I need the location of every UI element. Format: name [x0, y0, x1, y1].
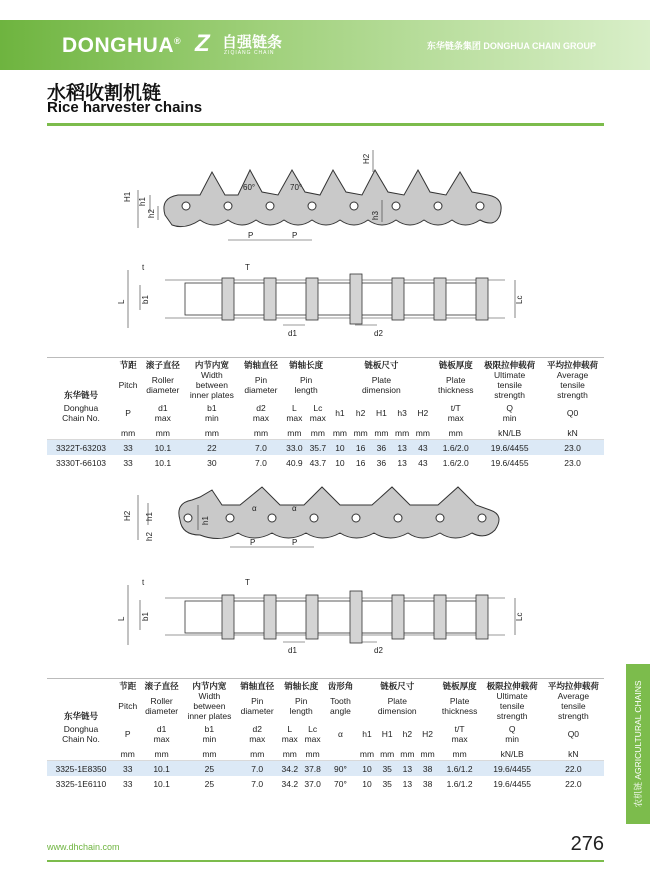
label2-alpha-1: α	[252, 504, 257, 513]
spec-table-1: 东华链号 节距 滚子直径 内节内宽 销轴直径 销轴长度 链板尺寸 链板厚度 极限拉伸载荷 平均拉伸载荷 Pitch Roller diameter Width between inner plates Pin diameter Pin length Plate dimension Plate thickness Ultimate tensile strength Average tensile strength Donghua Chain No. P d1 max b1 min d2 max L max Lc max h1 h2 H1 h3 H2 t/T max Q min Q0 mm mm mm mm mm mm mm mm mm mm mm mm kN/LB kN 3322T-63203 33 10.1 22 7.0 33.0 35.7 10 16 36 13 43 1.6/2.0 19.6/4455 23.0 3330T-66103 33 10.1 30 7.0 40.9 43.7 10 16 36 13 43 1.6/2.0 19.6/4455 23.0	[47, 360, 604, 470]
header-banner	[0, 20, 650, 70]
label2-H2: H2	[123, 510, 132, 521]
label2-h1b: h1	[201, 516, 210, 525]
label2-b1: b1	[141, 612, 150, 621]
table-row: 3330T-66103 33 10.1 30 7.0 40.9 43.7 10 16 36 13 43 1.6/2.0 19.6/4455 23.0	[55, 457, 581, 468]
label-L: L	[117, 299, 126, 304]
label-Lc: Lc	[515, 295, 524, 304]
footer-divider	[47, 860, 604, 862]
label2-L: L	[117, 616, 126, 621]
table-row: 3322T-63203 33 10.1 22 7.0 33.0 35.7 10 16 36 13 43 1.6/2.0 19.6/4455 23.0	[47, 440, 604, 456]
page-number: 276	[570, 833, 604, 855]
label-h2: h2	[147, 209, 156, 218]
label-H1: H1	[123, 191, 132, 202]
ziqiang-logo-mark: Z	[195, 30, 210, 57]
label2-Lc: Lc	[515, 612, 524, 621]
table-row: 3325-1E6110 33 10.1 25 7.0 34.2 37.0 70° 10 35 13 38 1.6/1.2 19.6/4455 22.0	[55, 778, 582, 789]
label-T: T	[245, 263, 250, 272]
website-link[interactable]: www.dhchain.com	[47, 842, 120, 852]
label2-h2: h2	[145, 532, 154, 541]
label-angle-60: 60°	[243, 183, 256, 192]
label-angle-70: 70°	[290, 183, 303, 192]
table1-top-rule	[47, 357, 604, 358]
title-divider	[47, 123, 604, 126]
table2-top-rule	[47, 678, 604, 679]
label-P2: P	[292, 231, 298, 240]
label-b1: b1	[141, 295, 150, 304]
label2-P2: P	[292, 538, 298, 547]
label2-T: T	[245, 578, 250, 587]
chain2-side-view	[179, 487, 499, 539]
side-tab: 农机链 AGRICULTURAL CHAINS	[626, 664, 650, 824]
label-H2: H2	[362, 153, 371, 164]
label2-h1a: h1	[145, 512, 154, 521]
spec-table-2: 东华链号 节距 滚子直径 内节内宽 销轴直径 销轴长度 齿形角 链板尺寸 链板厚度 极限拉伸载荷 平均拉伸载荷 Pitch Roller diameter Width between inner plates Pin diameter Pin length Tooth angle Plate dimension Plate thickness Ultimate tensile strength Average tensile strength Donghua Chain No. P d1 max b1 min d2 max L max Lc max α h1 H1 h2 H2 t/T max Q min Q0 mm mm mm mm mm mm mm mm mm mm mm kN/LB kN 3325-1E8350 33 10.1 25 7.0 34.2 37.8 90° 10 35 13 38 1.6/1.2 19.6/4455 22.0 3325-1E6110 33 10.1 25 7.0 34.2 37.0 70° 10 35 13 38 1.6/1.2 19.6/4455 22.0	[47, 681, 604, 791]
label2-d2: d2	[374, 646, 383, 655]
label2-t: t	[142, 578, 145, 587]
page-title-en: Rice harvester chains	[47, 99, 203, 116]
label2-d1: d1	[288, 646, 297, 655]
table-row: 3325-1E8350 33 10.1 25 7.0 34.2 37.8 90° 10 35 13 38 1.6/1.2 19.6/4455 22.0	[47, 761, 604, 777]
label-t: t	[142, 263, 145, 272]
group-name: 东华链条集团 DONGHUA CHAIN GROUP	[426, 41, 596, 51]
label-d2: d2	[374, 329, 383, 338]
chain-drawing-2	[0, 485, 650, 660]
brand-logo: DONGHUA®	[62, 34, 182, 57]
label-h1: h1	[138, 197, 147, 206]
ziqiang-logo-subtext: ZIQIANG CHAIN	[224, 50, 275, 56]
chain-drawing-1	[0, 140, 650, 360]
page-title-cn: 水稻收割机链	[47, 83, 162, 104]
chain1-side-view	[164, 170, 501, 227]
label2-alpha-2: α	[292, 504, 297, 513]
ziqiang-logo-text: 自强链条	[222, 34, 283, 51]
label2-P1: P	[250, 538, 256, 547]
label-P1: P	[248, 231, 254, 240]
label-h3: h3	[371, 211, 380, 220]
label-d1: d1	[288, 329, 297, 338]
